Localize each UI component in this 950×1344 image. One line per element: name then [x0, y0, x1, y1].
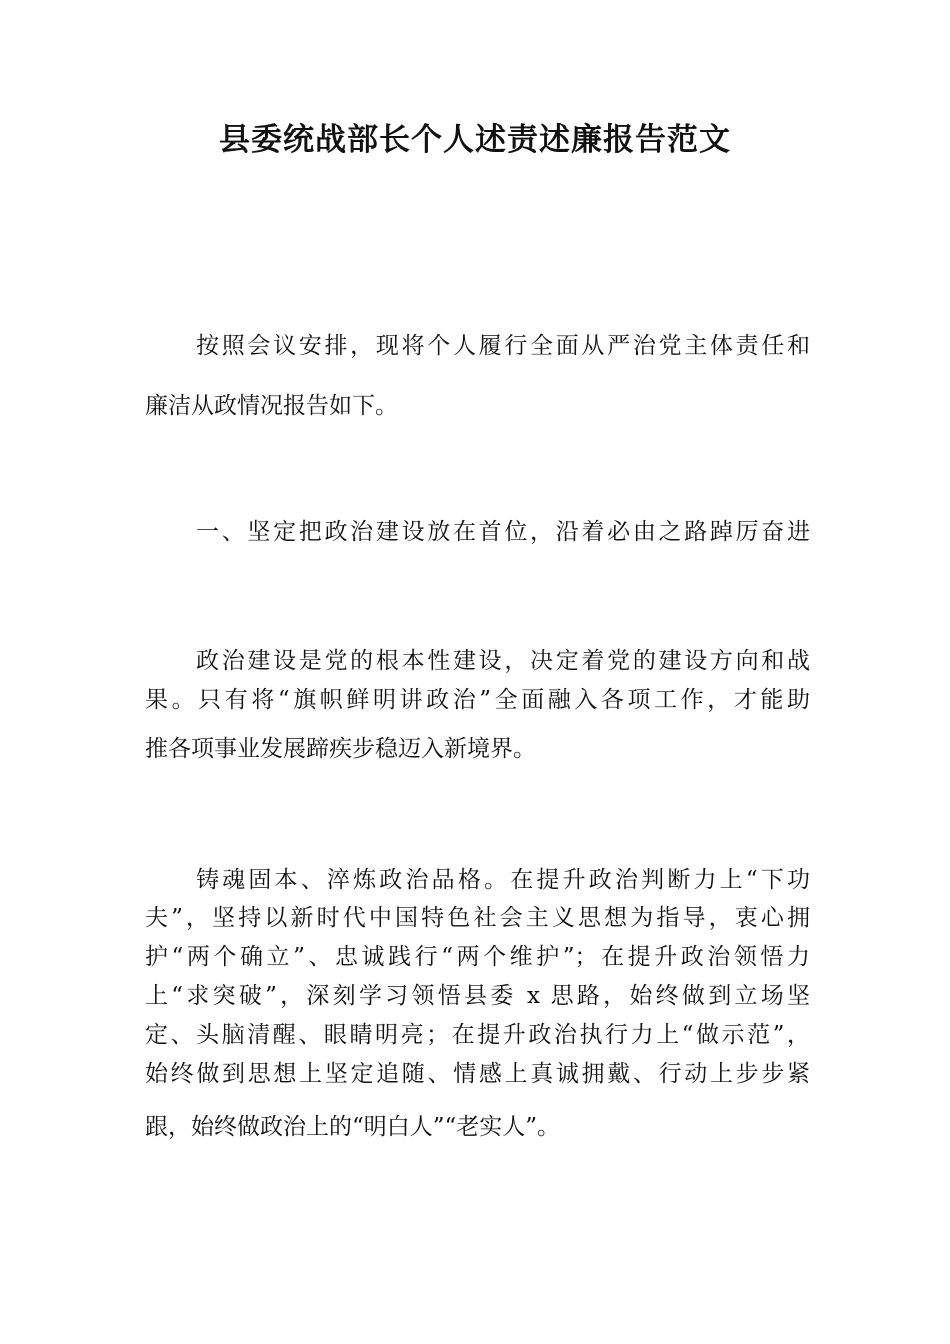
- document-title: 县委统战部长个人述责述廉报告范文: [219, 122, 731, 158]
- paragraph-line: 夫”，坚持以新时代中国特色社会主义思想为指导，衷心拥: [145, 905, 810, 931]
- paragraph-line: 始终做到思想上坚定追随、情感上真诚拥戴、行动上步步紧: [145, 1061, 810, 1087]
- paragraph-line: 政治建设是党的根本性建设，决定着党的建设方向和战: [196, 648, 810, 674]
- paragraph-line: 推各项事业发展蹄疾步稳迈入新境界。: [145, 736, 536, 762]
- paragraph-line: 护“两个确立”、忠诚践行“两个维护”；在提升政治领悟力: [145, 944, 810, 970]
- paragraph-line: 上“求突破”，深刻学习领悟县委 x 思路，始终做到立场坚: [145, 983, 810, 1009]
- paragraph-line: 按照会议安排，现将个人履行全面从严治党主体责任和: [196, 333, 810, 359]
- paragraph-line: 果。只有将“旗帜鲜明讲政治”全面融入各项工作，才能助: [145, 687, 810, 713]
- paragraph-line: 跟，始终做政治上的“明白人”“老实人”。: [145, 1114, 561, 1140]
- paragraph-line: 定、头脑清醒、眼睛明亮；在提升政治执行力上“做示范”，: [145, 1022, 810, 1048]
- paragraph-line: 铸魂固本、淬炼政治品格。在提升政治判断力上“下功: [196, 867, 810, 893]
- paragraph-line: 廉洁从政情况报告如下。: [145, 393, 398, 419]
- section-heading: 一、坚定把政治建设放在首位，沿着必由之路踔厉奋进: [196, 519, 810, 545]
